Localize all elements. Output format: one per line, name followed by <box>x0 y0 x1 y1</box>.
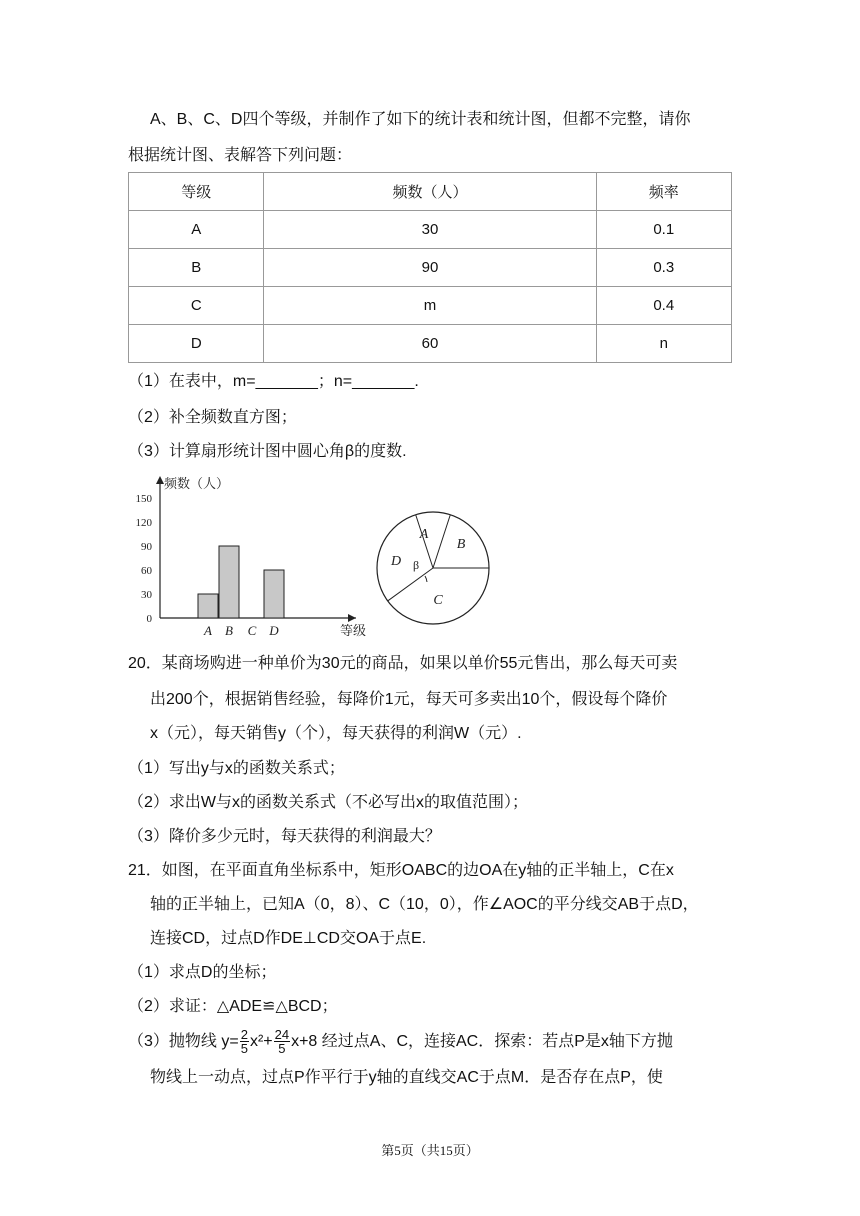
q21-part-3 <box>128 1022 673 1062</box>
q20-line-2: 出200个，根据销售经验，每降价1元，每天可多卖出10个，假设每个降价 <box>150 691 668 708</box>
q21-part-3-prefix: （3）抛物线 y= <box>128 1033 239 1050</box>
x-axis-arrow <box>348 614 356 622</box>
table-row <box>129 211 732 249</box>
intro-line-1: A、B、C、D四个等级，并制作了如下的统计表和统计图，但都不完整，请你 <box>150 111 691 128</box>
y-tick-label: 90 <box>141 541 152 553</box>
table-cell: A <box>129 211 264 249</box>
q19-part-1: （1）在表中，m=_______；n=_______. <box>128 373 419 390</box>
pie-slice-label: B <box>456 537 466 552</box>
pie-chart <box>371 506 495 630</box>
table-row <box>129 249 732 287</box>
table-row <box>129 287 732 325</box>
histogram-bar <box>264 570 284 618</box>
statistics-table <box>128 172 732 363</box>
q21-part-3-suffix: x+8 经过点A、C，连接AC．探索：若点P是x轴下方抛 <box>291 1033 673 1050</box>
x-tick-label: B <box>225 623 233 638</box>
x-tick-label: D <box>269 623 279 638</box>
q21-part-1: （1）求点D的坐标； <box>128 964 277 981</box>
pie-slice-label: A <box>419 527 429 542</box>
q21-part-3-line-2: 物线上一动点，过点P作平行于y轴的直线交AC于点M．是否存在点P，使 <box>150 1069 663 1086</box>
q19-part-2: （2）补全频数直方图； <box>128 409 297 426</box>
x-tick-label: A <box>204 623 212 638</box>
y-axis-label: 频数（人） <box>164 476 230 491</box>
q21-line-1: 21．如图，在平面直角坐标系中，矩形OABC的边OA在y轴的正半轴上，C在x <box>128 862 674 879</box>
y-tick-label: 0 <box>146 613 152 625</box>
table-cell: m <box>264 287 596 325</box>
table-cell: n <box>596 325 732 363</box>
table-cell: C <box>129 287 264 325</box>
q20-line-3: x（元），每天销售y（个），每天获得的利润W（元）. <box>150 725 522 742</box>
table-cell: B <box>129 249 264 287</box>
angle-beta-label: β <box>413 558 420 572</box>
y-tick-label: 120 <box>135 517 152 529</box>
fraction-two-fifths <box>240 1028 249 1055</box>
table-cell: 60 <box>264 325 596 363</box>
x-tick-label: C <box>247 623 257 638</box>
fraction-denominator: 5 <box>240 1041 248 1057</box>
table-cell: 0.4 <box>596 287 732 325</box>
table-cell: 30 <box>264 211 596 249</box>
table-cell: 0.3 <box>596 249 732 287</box>
page-footer: 第5页（共15页） <box>381 1143 479 1158</box>
histogram-bar <box>198 594 218 618</box>
q20-part-2: （2）求出W与x的函数关系式（不必写出x的取值范围）； <box>128 794 529 811</box>
q21-line-2: 轴的正半轴上，已知A（0，8）、C（10，0），作∠AOC的平分线交AB于点D， <box>150 896 699 913</box>
table-cell: 0.1 <box>596 211 732 249</box>
fraction-twentyfour-fifths <box>274 1028 290 1055</box>
pie-slice-label: C <box>433 593 443 608</box>
intro-line-2: 根据统计图、表解答下列问题： <box>128 147 353 164</box>
q20-part-3: （3）降价多少元时，每天获得的利润最大？ <box>128 828 441 845</box>
histogram-bar <box>219 546 239 618</box>
table-cell: 90 <box>264 249 596 287</box>
table-header-row <box>129 173 732 211</box>
histogram-chart <box>128 470 368 640</box>
q20-line-1: 20．某商场购进一种单价为30元的商品，如果以单价55元售出，那么每天可卖 <box>128 655 678 672</box>
q21-line-3: 连接CD，过点D作DE⊥CD交OA于点E. <box>150 930 427 947</box>
q21-part-3-mid: x²+ <box>249 1033 273 1050</box>
y-tick-label: 60 <box>141 565 152 577</box>
fraction-numerator: 24 <box>274 1027 290 1043</box>
y-axis-arrow <box>156 476 164 484</box>
table-cell: D <box>129 325 264 363</box>
table-row <box>129 325 732 363</box>
q19-part-3: （3）计算扇形统计图中圆心角β的度数. <box>128 443 407 460</box>
q20-part-1: （1）写出y与x的函数关系式； <box>128 760 345 777</box>
pie-slice-label: D <box>390 554 402 569</box>
table-header-cell: 频率 <box>596 173 732 211</box>
y-tick-label: 30 <box>141 589 152 601</box>
fraction-denominator: 5 <box>278 1041 286 1057</box>
q21-part-2: （2）求证：△ADE≌△BCD； <box>128 998 338 1015</box>
table-header-cell: 频数（人） <box>264 173 596 211</box>
x-axis-label: 等级 <box>340 623 367 638</box>
table-header-cell: 等级 <box>129 173 264 211</box>
fraction-numerator: 2 <box>240 1027 248 1043</box>
y-tick-label: 150 <box>135 493 152 505</box>
